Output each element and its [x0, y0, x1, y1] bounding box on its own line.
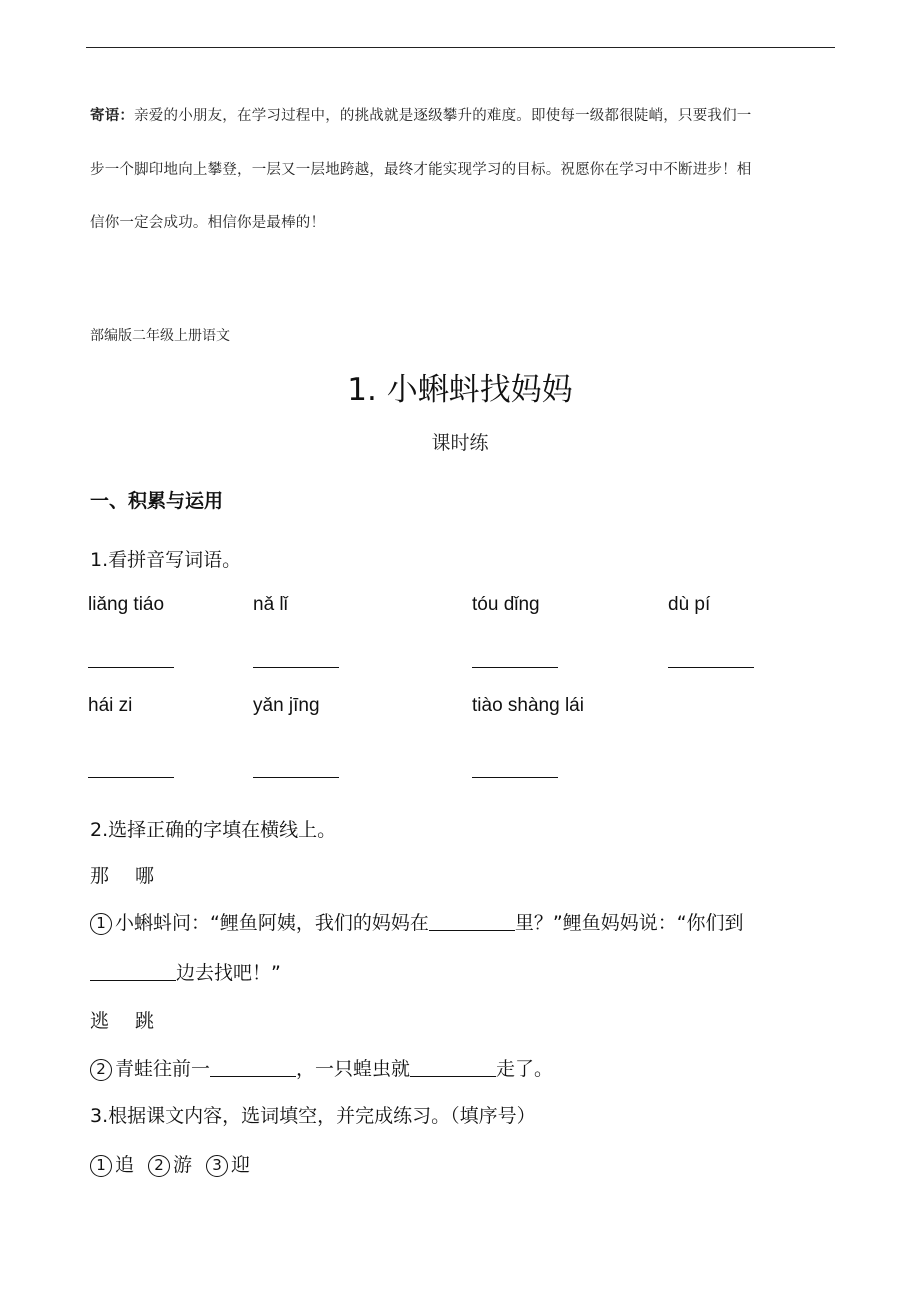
header-rule	[86, 47, 835, 48]
section-heading: 一、积累与运用	[90, 490, 224, 512]
message-label: 寄语：	[90, 108, 135, 124]
circled-number-2: 2	[148, 1155, 170, 1177]
circled-number-1: 1	[90, 913, 112, 935]
message-line-3: 信你一定会成功。相信你是最棒的！	[90, 215, 326, 231]
choice-nar: 哪	[135, 865, 155, 887]
choice-tiao: 跳	[135, 1010, 155, 1032]
option-ying: 迎	[231, 1154, 251, 1176]
pinyin-7: tiào shàng lái	[472, 695, 584, 716]
q3-prompt: 3.根据课文内容，选词填空，并完成练习。（填序号）	[90, 1105, 536, 1127]
choice-na: 那	[90, 865, 110, 887]
message-text-1: 亲爱的小朋友，在学习过程中，的挑战就是逐级攀升的难度。即使每一级都很陡峭，只要我们一	[134, 108, 752, 124]
fill-blank-2[interactable]	[90, 962, 176, 981]
q2-choices-2	[90, 1006, 154, 1033]
q2-item-2: 2 青蛙往前一 ，一只蝗虫就 走了。	[90, 1054, 553, 1081]
option-you: 游	[173, 1154, 193, 1176]
answer-line-1[interactable]	[88, 667, 174, 668]
q2-item-1: 1 小蝌蚪问：“鲤鱼阿姨，我们的妈妈在 里？”鲤鱼妈妈说：“你们到	[90, 908, 744, 935]
answer-line-7[interactable]	[472, 777, 558, 778]
page-subtitle: 课时练	[431, 432, 489, 454]
circled-number-3: 3	[206, 1155, 228, 1177]
pinyin-4: dù pí	[668, 594, 711, 615]
fill-blank-3[interactable]	[210, 1058, 296, 1077]
textbook-label: 部编版二年级上册语文	[90, 328, 230, 344]
fill-blank-1[interactable]	[429, 912, 515, 931]
circled-number-2: 2	[90, 1059, 112, 1081]
answer-line-5[interactable]	[88, 777, 174, 778]
pinyin-3: tóu dǐng	[472, 594, 540, 615]
circled-number-1: 1	[90, 1155, 112, 1177]
answer-line-4[interactable]	[668, 667, 754, 668]
option-zhui: 追	[115, 1154, 135, 1176]
q1-prompt: 1.看拼音写词语。	[90, 549, 242, 571]
answer-line-2[interactable]	[253, 667, 339, 668]
q2-choices-1	[90, 861, 154, 888]
pinyin-1: liǎng tiáo	[88, 594, 165, 615]
fill-blank-4[interactable]	[410, 1058, 496, 1077]
pinyin-2: nǎ lǐ	[253, 594, 288, 615]
choice-tao: 逃	[90, 1010, 110, 1032]
page-title: 1. 小蝌蚪找妈妈	[347, 372, 573, 408]
answer-line-3[interactable]	[472, 667, 558, 668]
pinyin-5: hái zi	[88, 695, 133, 716]
message-line-2: 步一个脚印地向上攀登，一层又一层地跨越，最终才能实现学习的目标。祝愿你在学习中不断进步！相	[90, 162, 752, 178]
q2-item-1-cont: 边去找吧！”	[90, 958, 281, 985]
answer-line-6[interactable]	[253, 777, 339, 778]
pinyin-6: yǎn jīng	[253, 695, 320, 716]
message-line-1	[90, 104, 752, 125]
q3-options	[90, 1150, 250, 1177]
q2-prompt: 2.选择正确的字填在横线上。	[90, 819, 337, 841]
